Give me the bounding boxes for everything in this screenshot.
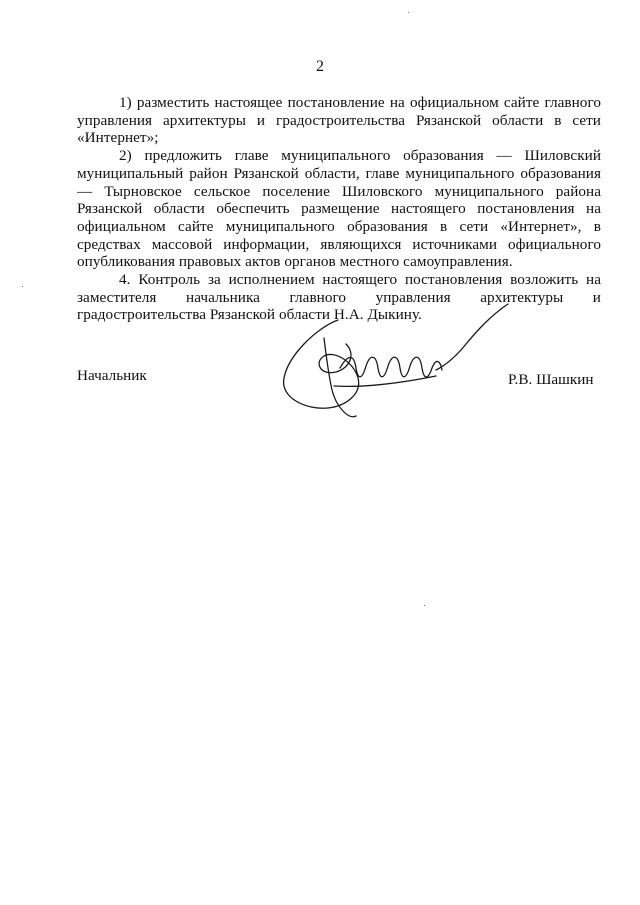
signatory-name: Р.В. Шашкин — [508, 371, 594, 388]
document-body — [77, 94, 601, 324]
handwritten-signature — [276, 298, 512, 422]
scan-speck — [408, 12, 409, 13]
paragraph-1: 1) разместить настоящее постановление на официальном сайте главного управления архитектуры и градостроительства Рязанской области в сети «Интернет»; — [77, 94, 601, 147]
signatory-title: Начальник — [77, 367, 147, 384]
scan-speck — [424, 605, 425, 606]
page-number: 2 — [316, 58, 324, 75]
paragraph-2: 2) предложить главе муниципального образования — Шиловский муниципальный район Рязанской области, главе муниципального образования — Тырновское сельское поселение Шиловского муниципального района Рязанской области обеспечить размещение настоящего постановления на официальном сайте муниципального образования в сети «Интернет», в средствах массовой информации, являющихся источниками официального опубликования правовых актов органов местного самоуправления. — [77, 147, 601, 271]
scan-speck — [22, 286, 23, 287]
paragraph-4: 4. Контроль за исполнением настоящего постановления возложить на заместителя начальника главного управления архитектуры и градостроительства Рязанской области Н.А. Дыкину. — [77, 271, 601, 324]
